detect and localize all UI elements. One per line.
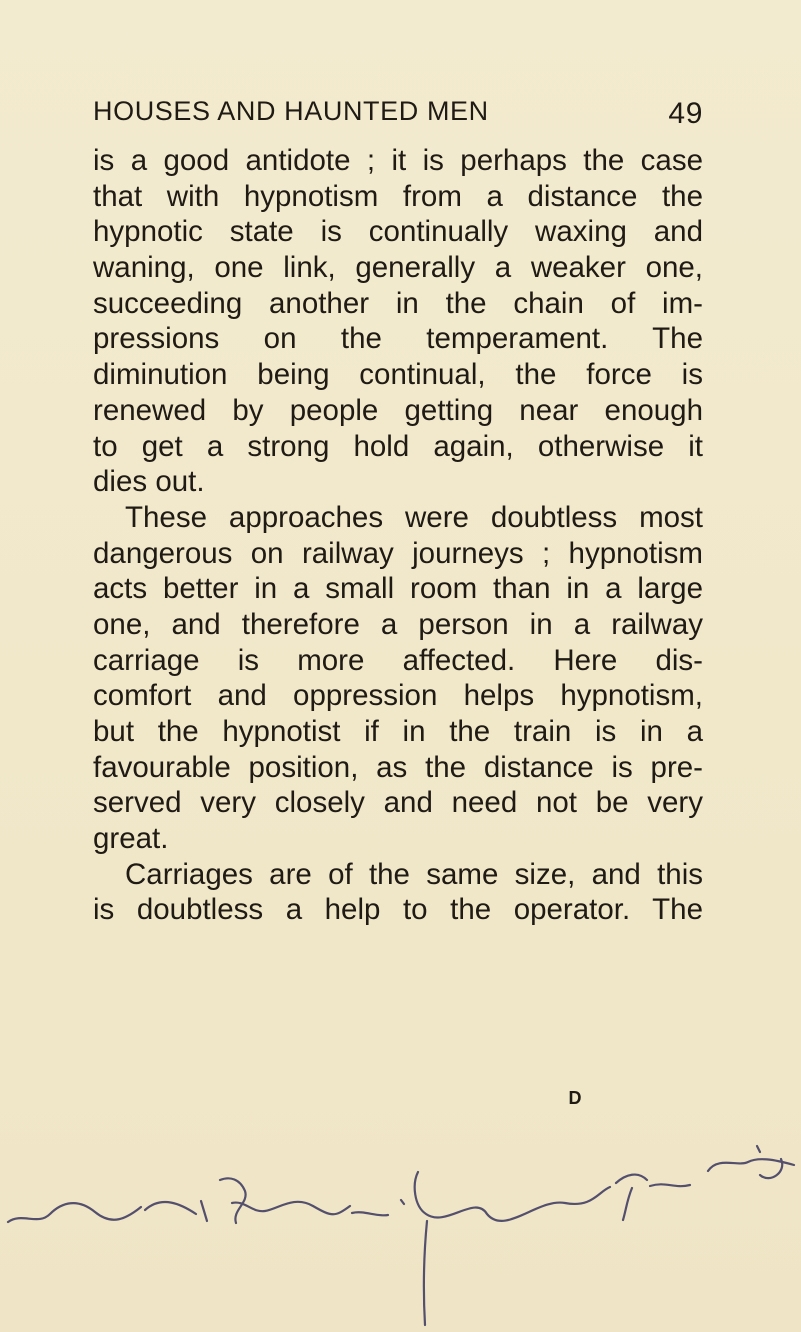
text-line: succeeding another in the chain of im- xyxy=(93,286,703,320)
text-line: served very closely and need not be very xyxy=(93,786,703,820)
text-line: hypnotic state is continually waxing and xyxy=(93,215,703,249)
text-line: that with hypnotism from a distance the xyxy=(93,179,703,213)
running-head-title: HOUSES AND HAUNTED MEN xyxy=(93,96,489,126)
text-line: carriage is more affected. Here dis- xyxy=(93,643,703,677)
handwriting-stroke xyxy=(220,1178,350,1223)
text-line: renewed by people getting near enough xyxy=(93,393,703,427)
text-line: is doubtless a help to the operator. The xyxy=(93,893,703,927)
text-line: one, and therefore a person in a railway xyxy=(93,607,703,641)
handwriting-stroke xyxy=(8,1203,141,1222)
text-line: but the hypnotist if in the train is in a xyxy=(93,715,703,748)
text-line: to get a strong hold again, otherwise it xyxy=(93,429,703,463)
text-line: great. xyxy=(93,822,169,856)
text-line: acts better in a small room than in a large xyxy=(93,572,703,606)
body-text xyxy=(93,143,703,928)
running-head xyxy=(93,96,703,140)
handwriting-stroke xyxy=(708,1159,794,1178)
handwritten-annotation xyxy=(0,1128,801,1332)
handwriting-stroke xyxy=(616,1175,647,1220)
page-number: 49 xyxy=(668,97,703,130)
handwriting-strokes xyxy=(0,1128,801,1332)
signature-mark: D xyxy=(568,1088,582,1108)
text-line: These approaches were doubtless most xyxy=(125,500,703,534)
text-line: is a good antidote ; it is perhaps the case xyxy=(93,144,703,177)
handwriting-stroke xyxy=(352,1200,404,1215)
handwriting-stroke xyxy=(757,1146,760,1152)
text-line: diminution being continual, the force is xyxy=(93,358,703,392)
text-line: favourable position, as the distance is pre- xyxy=(93,750,703,784)
text-line: waning, one link, generally a weaker one, xyxy=(93,251,703,285)
handwriting-stroke xyxy=(145,1201,207,1221)
text-line: comfort and oppression helps hypnotism, xyxy=(93,679,703,713)
text-line: pressions on the temperament. The xyxy=(93,322,703,356)
text-line: dies out. xyxy=(93,465,205,499)
text-line: dangerous on railway journeys ; hypnotism xyxy=(93,536,703,570)
handwriting-stroke xyxy=(650,1184,690,1186)
text-line: Carriages are of the same size, and this xyxy=(125,857,703,891)
handwriting-stroke xyxy=(424,1221,427,1325)
handwriting-stroke xyxy=(415,1172,610,1221)
